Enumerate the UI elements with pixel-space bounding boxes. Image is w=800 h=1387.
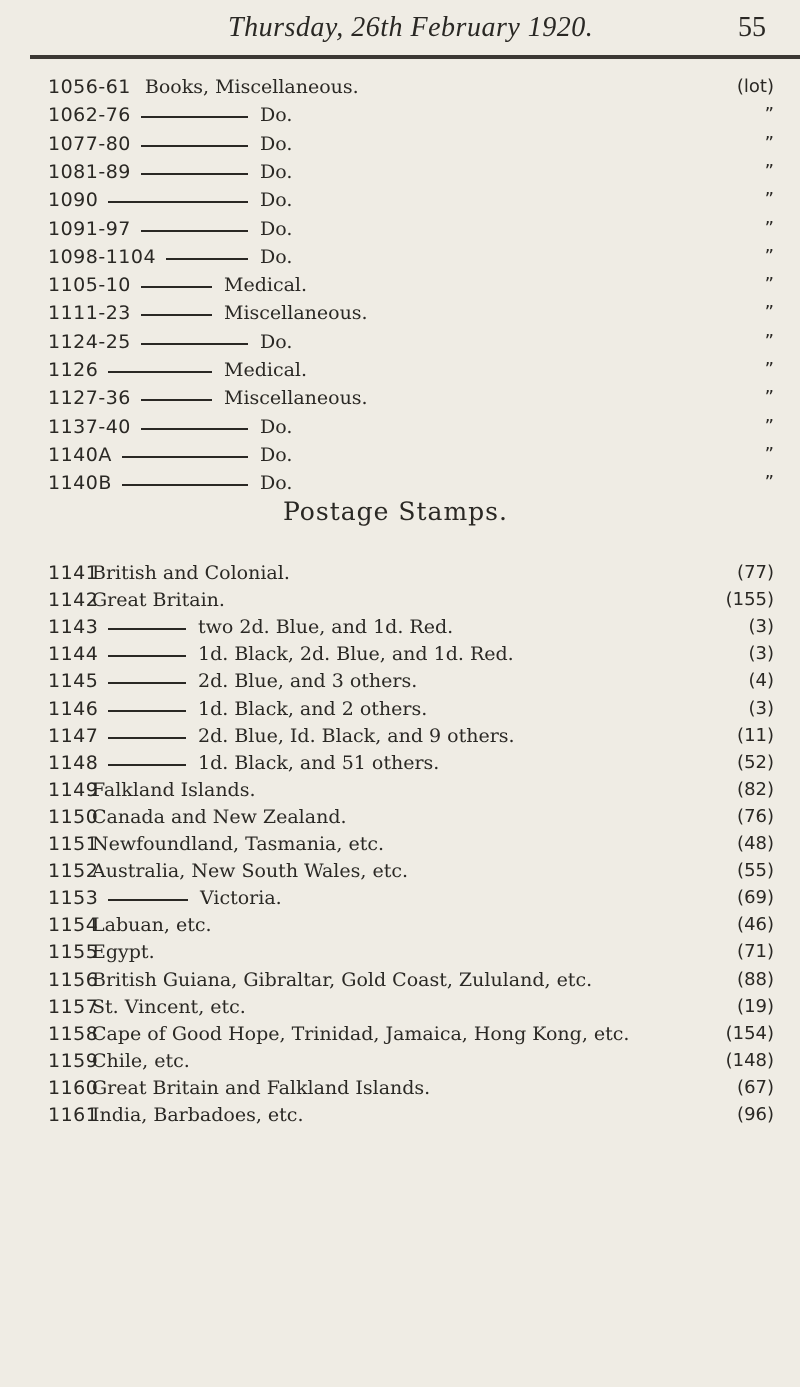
lot-quantity: (3) (748, 697, 774, 719)
ditto-dash (122, 484, 248, 486)
ditto-dash (108, 899, 188, 901)
lot-description: Do. (260, 217, 293, 240)
ditto-dash (141, 314, 212, 316)
list-item (0, 387, 800, 415)
page-number: 55 (738, 12, 766, 43)
lot-description: St. Vincent, etc. (92, 995, 246, 1018)
list-item (0, 1077, 800, 1105)
lot-quantity: (82) (737, 778, 774, 800)
lot-description: Chile, etc. (92, 1049, 190, 1072)
lot-description: Do. (260, 160, 293, 183)
lot-quantity: (55) (737, 860, 774, 882)
lot-description: Do. (260, 132, 293, 155)
ditto-dash (108, 710, 186, 712)
list-item (0, 996, 800, 1024)
lot-number: 1150 (48, 805, 99, 828)
list-item (0, 1050, 800, 1078)
lot-quantity: ” (764, 387, 774, 409)
list-item (0, 76, 800, 104)
ditto-dash (141, 230, 248, 232)
ditto-dash (141, 173, 248, 175)
lot-quantity: ” (764, 443, 774, 465)
lot-number: 1148 (48, 751, 99, 774)
lot-quantity: (77) (737, 562, 774, 583)
lot-description: Do. (260, 189, 293, 212)
lot-description: Miscellaneous. (224, 387, 368, 410)
lot-number: 1077-80 (48, 132, 131, 155)
lot-description: 1d. Black, and 2 others. (198, 697, 428, 720)
lot-description: Medical. (224, 359, 308, 381)
list-item (0, 941, 800, 969)
list-item (0, 416, 800, 444)
list-item (0, 860, 800, 888)
lot-quantity: ” (764, 132, 774, 154)
list-item (0, 246, 800, 274)
list-item (0, 616, 800, 644)
list-item (0, 589, 800, 617)
list-item (0, 914, 800, 942)
lot-number: 1140B (48, 472, 112, 495)
list-item (0, 189, 800, 217)
lot-number: 1098-1104 (48, 245, 157, 268)
lot-number: 1152 (48, 860, 99, 883)
lot-description: Victoria. (200, 887, 282, 910)
lot-description: 1d. Black, and 51 others. (198, 751, 440, 774)
lot-quantity: ” (764, 330, 774, 352)
lot-number: 1155 (48, 941, 99, 964)
lot-description: Do. (260, 104, 293, 127)
lot-number: 1105-10 (48, 274, 131, 297)
lot-description: Canada and New Zealand. (92, 805, 347, 828)
lot-description: Newfoundland, Tasmania, etc. (92, 833, 385, 855)
lot-description: British Guiana, Gibraltar, Gold Coast, Zululand, etc. (92, 968, 593, 991)
lot-quantity: (71) (737, 941, 774, 963)
lot-description: Books, Miscellaneous. (144, 76, 359, 98)
lot-number: 1157 (48, 995, 99, 1018)
list-item (0, 698, 800, 726)
list-item (0, 969, 800, 997)
lot-description: Falkland Islands. (92, 778, 256, 801)
lot-quantity: ” (764, 245, 774, 267)
ditto-dash (141, 145, 248, 147)
lot-number: 1154 (48, 914, 99, 937)
lot-number: 1081-89 (48, 160, 131, 183)
ditto-dash (141, 428, 248, 430)
ditto-dash (108, 737, 186, 739)
lot-description: Do. (260, 330, 293, 353)
lot-quantity: (4) (748, 670, 774, 692)
lot-number: 1160 (48, 1076, 99, 1099)
list-item (0, 887, 800, 915)
list-item (0, 133, 800, 161)
lot-quantity: (69) (737, 887, 774, 909)
ditto-dash (108, 682, 186, 684)
ditto-dash (108, 655, 186, 657)
lot-quantity: ” (764, 274, 774, 296)
ditto-dash (108, 371, 212, 373)
section-heading-postage-stamps: Postage Stamps. (283, 497, 508, 526)
lot-description: Cape of Good Hope, Trinidad, Jamaica, Hong Kong, etc. (92, 1022, 630, 1045)
lot-number: 1145 (48, 670, 99, 693)
lot-number: 1091-97 (48, 217, 131, 240)
lot-quantity: (3) (748, 643, 774, 665)
lot-quantity: ” (764, 189, 774, 211)
list-item (0, 670, 800, 698)
ditto-dash (166, 258, 248, 260)
lot-quantity: (148) (725, 1049, 774, 1071)
lot-quantity: (88) (737, 968, 774, 990)
lot-number: 1146 (48, 697, 99, 720)
lot-description: Great Britain and Falkland Islands. (92, 1076, 431, 1099)
lot-quantity: (76) (737, 805, 774, 827)
list-item (0, 444, 800, 472)
lot-quantity: (lot) (736, 76, 774, 97)
lot-number: 1159 (48, 1049, 99, 1072)
lot-number: 1056-61 (48, 76, 131, 98)
list-item (0, 104, 800, 132)
list-item (0, 779, 800, 807)
list-item (0, 806, 800, 834)
lot-quantity: ” (764, 359, 774, 380)
lot-quantity: (48) (737, 833, 774, 854)
list-item (0, 472, 800, 500)
lot-quantity: (3) (748, 616, 774, 638)
lot-quantity: (96) (737, 1104, 774, 1125)
lot-number: 1149 (48, 778, 99, 801)
lot-description: Egypt. (92, 941, 155, 964)
lot-quantity: ” (764, 302, 774, 324)
ditto-dash (108, 764, 186, 766)
list-item (0, 1023, 800, 1051)
lot-description: India, Barbadoes, etc. (92, 1104, 304, 1126)
lot-number: 1124-25 (48, 330, 131, 353)
lot-number: 1137-40 (48, 415, 131, 438)
lot-quantity: ” (764, 415, 774, 437)
ditto-dash (141, 286, 212, 288)
list-item (0, 833, 800, 861)
lot-quantity: ” (764, 104, 774, 126)
lot-number: 1153 (48, 887, 99, 910)
list-item (0, 302, 800, 330)
lot-description: Do. (260, 245, 293, 268)
lot-quantity: (155) (725, 589, 774, 611)
lot-description: Do. (260, 472, 293, 495)
page-header (0, 0, 800, 60)
list-item (0, 725, 800, 753)
lot-number: 1142 (48, 589, 99, 612)
lot-description: Miscellaneous. (224, 302, 368, 325)
page-title: Thursday, 26th February 1920. (228, 12, 594, 43)
lot-description: Australia, New South Wales, etc. (92, 860, 409, 883)
lot-description: 2d. Blue, Id. Black, and 9 others. (198, 724, 515, 747)
lot-number: 1140A (48, 443, 112, 466)
lot-quantity: (11) (737, 724, 774, 746)
lot-description: Do. (260, 443, 293, 466)
lot-description: British and Colonial. (92, 562, 290, 584)
lot-quantity: (52) (737, 751, 774, 773)
lot-number: 1144 (48, 643, 99, 666)
lot-quantity: (46) (737, 914, 774, 936)
list-item (0, 1104, 800, 1132)
list-item (0, 359, 800, 387)
lot-description: two 2d. Blue, and 1d. Red. (198, 616, 454, 639)
lot-number: 1126 (48, 359, 99, 381)
lot-description: Labuan, etc. (92, 914, 212, 937)
ditto-dash (122, 456, 248, 458)
lot-quantity: (19) (737, 995, 774, 1017)
lot-quantity: ” (764, 472, 774, 494)
ditto-dash (141, 343, 248, 345)
list-item (0, 752, 800, 780)
lot-description: Do. (260, 415, 293, 438)
lot-number: 1111-23 (48, 302, 131, 325)
list-item (0, 643, 800, 671)
lot-quantity: ” (764, 217, 774, 239)
lot-quantity: (67) (737, 1076, 774, 1098)
lot-number: 1161 (48, 1104, 99, 1126)
lot-number: 1090 (48, 189, 99, 212)
list-item (0, 161, 800, 189)
lot-number: 1151 (48, 833, 99, 855)
list-item (0, 218, 800, 246)
list-item (0, 562, 800, 590)
ditto-dash (108, 201, 248, 203)
lot-description: 1d. Black, 2d. Blue, and 1d. Red. (198, 643, 514, 666)
lot-number: 1062-76 (48, 104, 131, 127)
ditto-dash (108, 628, 186, 630)
lot-description: 2d. Blue, and 3 others. (198, 670, 418, 693)
lot-quantity: ” (764, 160, 774, 182)
lot-number: 1127-36 (48, 387, 131, 410)
lot-number: 1156 (48, 968, 99, 991)
lot-number: 1143 (48, 616, 99, 639)
ditto-dash (141, 399, 212, 401)
lot-number: 1147 (48, 724, 99, 747)
lot-description: Great Britain. (92, 589, 225, 612)
ditto-dash (141, 116, 248, 118)
lot-number: 1141 (48, 562, 99, 584)
lot-number: 1158 (48, 1022, 99, 1045)
header-rule (30, 55, 800, 59)
list-item (0, 331, 800, 359)
list-item (0, 274, 800, 302)
lot-description: Medical. (224, 274, 308, 297)
lot-quantity: (154) (725, 1022, 774, 1044)
